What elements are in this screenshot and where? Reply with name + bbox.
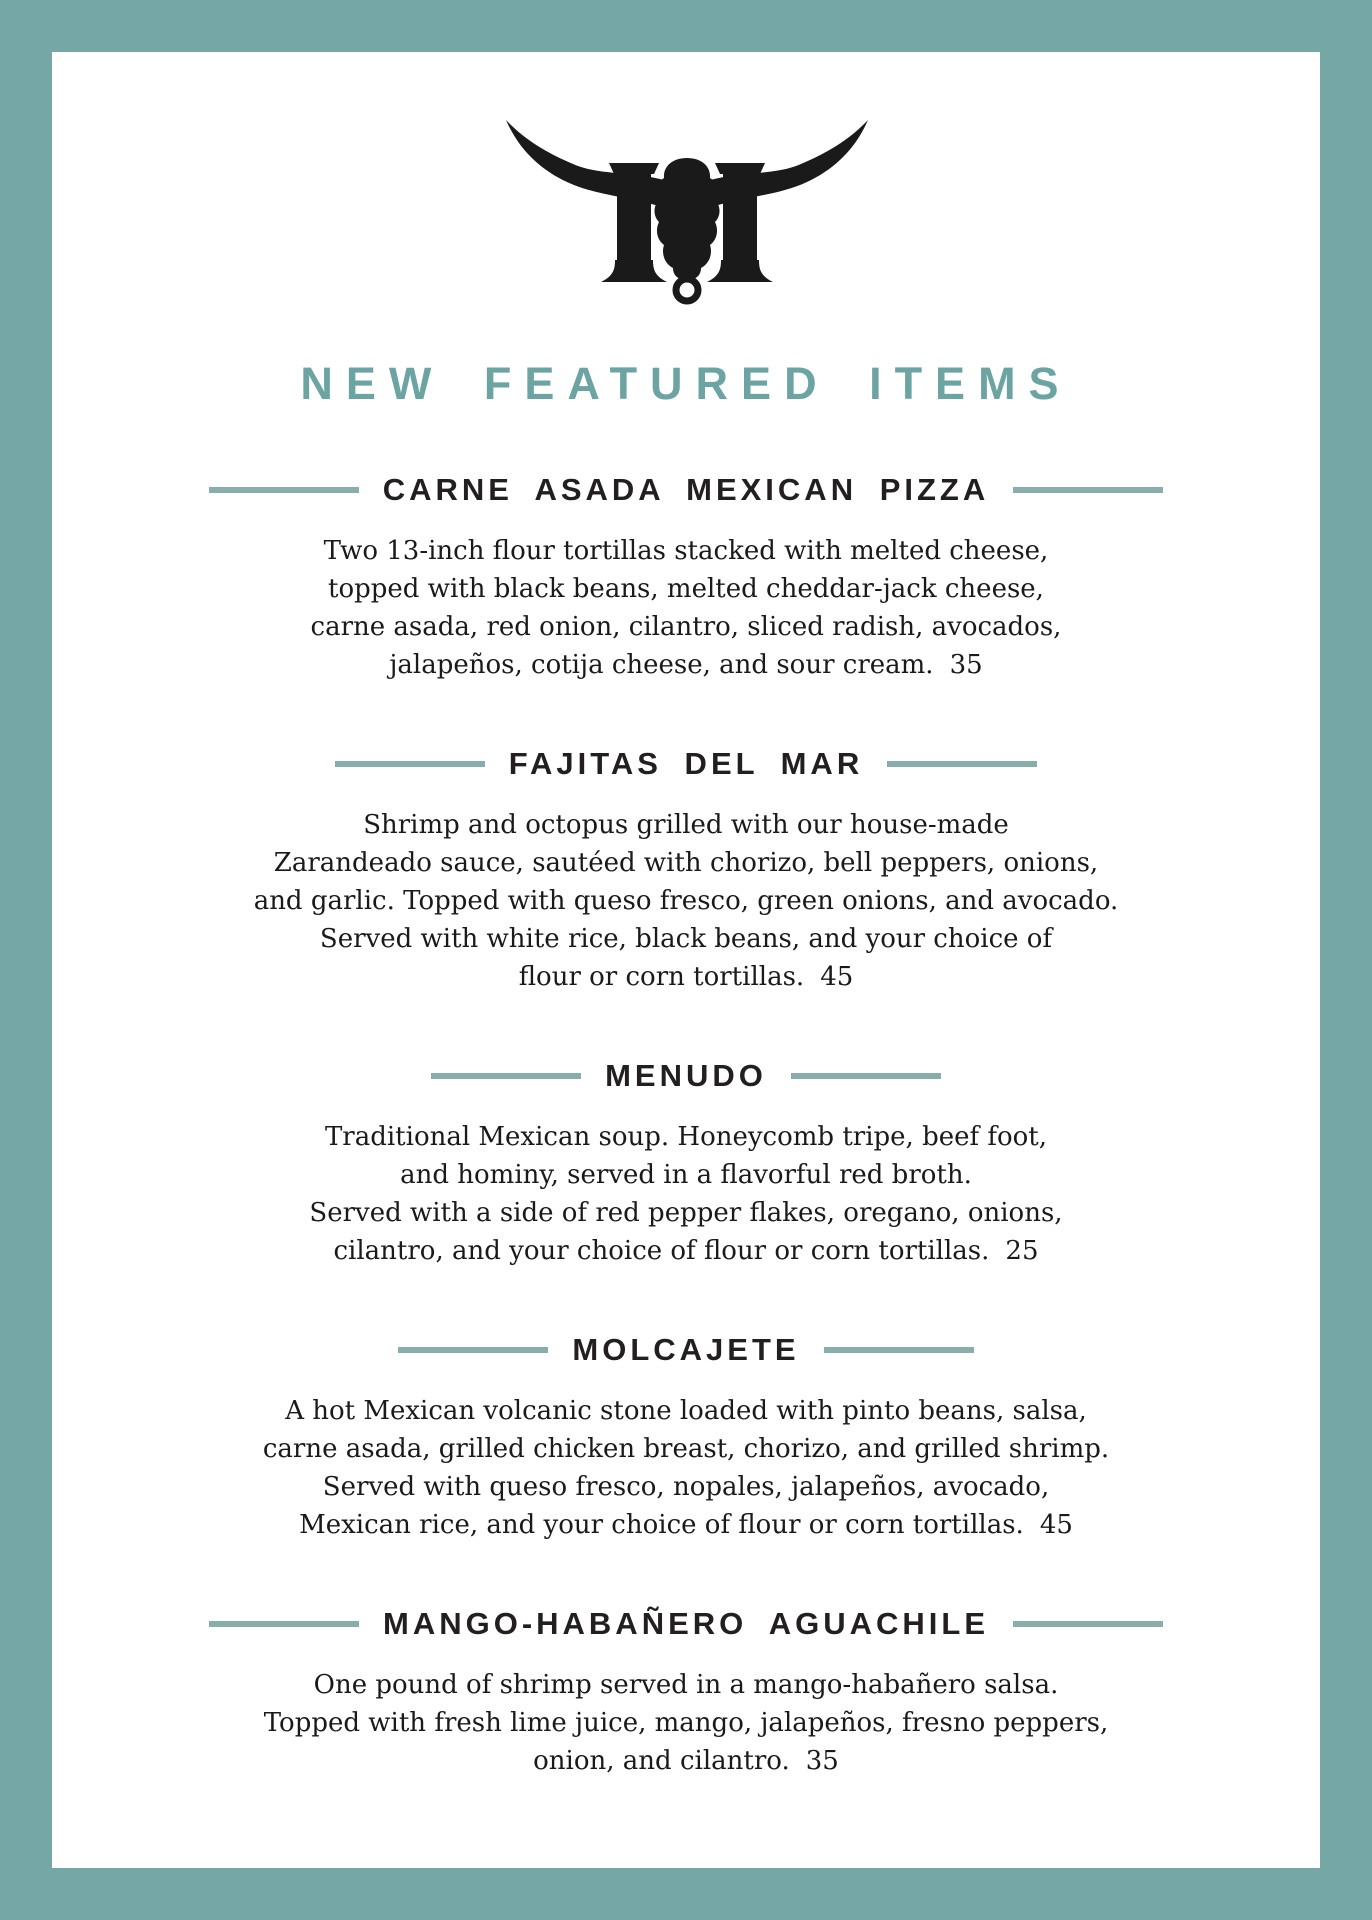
price: 35	[805, 1746, 839, 1776]
menu-item	[52, 1606, 1320, 1780]
desc-line: Served with white rice, black beans, and your choice of	[319, 924, 1053, 954]
divider-line	[209, 487, 359, 493]
divider-line	[398, 1347, 548, 1353]
desc-line-text: onion, and cilantro.	[533, 1746, 790, 1776]
menu-item-title: MOLCAJETE	[572, 1332, 800, 1367]
desc-line	[52, 646, 1320, 684]
divider-line	[791, 1073, 941, 1079]
divider-line	[1013, 487, 1163, 493]
desc-line	[52, 1232, 1320, 1270]
menu-item-title: MENUDO	[605, 1058, 767, 1093]
desc-line-text: jalapeños, cotija cheese, and sour cream.	[389, 650, 934, 680]
menu-item-description	[52, 1118, 1320, 1270]
menu-item-title: FAJITAS DEL MAR	[508, 746, 864, 781]
menu-item	[52, 746, 1320, 996]
desc-line: Served with queso fresco, nopales, jalapeños, avocado,	[322, 1472, 1050, 1502]
menu-item-header	[52, 1332, 1320, 1368]
divider-line	[887, 761, 1037, 767]
menu-item-header	[52, 472, 1320, 508]
desc-line-text: Mexican rice, and your choice of flour or corn tortillas.	[299, 1510, 1024, 1540]
divider-line	[1013, 1621, 1163, 1627]
desc-line: Topped with fresh lime juice, mango, jalapeños, fresno peppers,	[263, 1708, 1109, 1738]
menu-item-title: CARNE ASADA MEXICAN PIZZA	[382, 472, 990, 507]
desc-line: Two 13-inch flour tortillas stacked with melted cheese,	[323, 536, 1049, 566]
desc-line	[52, 1506, 1320, 1544]
menu-sheet	[52, 52, 1320, 1868]
menu-item	[52, 1058, 1320, 1270]
menu-item	[52, 1332, 1320, 1544]
desc-line: carne asada, red onion, cilantro, sliced radish, avocados,	[310, 612, 1062, 642]
desc-line: Served with a side of red pepper flakes, oregano, onions,	[309, 1198, 1063, 1228]
price: 45	[1039, 1510, 1073, 1540]
menu-item	[52, 472, 1320, 684]
longhorn-skull-h-icon	[501, 108, 871, 308]
desc-line: A hot Mexican volcanic stone loaded with pinto beans, salsa,	[285, 1396, 1087, 1426]
desc-line: Traditional Mexican soup. Honeycomb tripe, beef foot,	[324, 1122, 1048, 1152]
menu-item-header	[52, 1058, 1320, 1094]
menu-item-description	[52, 806, 1320, 996]
divider-line	[209, 1621, 359, 1627]
desc-line: topped with black beans, melted cheddar-jack cheese,	[328, 574, 1044, 604]
longhorn-logo	[52, 108, 1320, 308]
desc-line: Zarandeado sauce, sautéed with chorizo, bell peppers, onions,	[273, 848, 1099, 878]
menu-item-description	[52, 1392, 1320, 1544]
desc-line: One pound of shrimp served in a mango-habañero salsa.	[313, 1670, 1059, 1700]
menu-item-description	[52, 532, 1320, 684]
price: 45	[820, 962, 854, 992]
menu-item-title: MANGO-HABAÑERO AGUACHILE	[383, 1606, 989, 1641]
menu-item-header	[52, 1606, 1320, 1642]
divider-line	[335, 761, 485, 767]
desc-line: and garlic. Topped with queso fresco, green onions, and avocado.	[253, 886, 1119, 916]
desc-line: and hominy, served in a flavorful red broth.	[400, 1160, 972, 1190]
desc-line	[52, 958, 1320, 996]
desc-line-text: flour or corn tortillas.	[518, 962, 805, 992]
desc-line: carne asada, grilled chicken breast, chorizo, and grilled shrimp.	[262, 1434, 1110, 1464]
price: 35	[949, 650, 983, 680]
desc-line	[52, 1742, 1320, 1780]
desc-line: Shrimp and octopus grilled with our house-made	[363, 810, 1009, 840]
menu-item-description	[52, 1666, 1320, 1780]
price: 25	[1005, 1236, 1039, 1266]
divider-line	[431, 1073, 581, 1079]
menu-item-header	[52, 746, 1320, 782]
desc-line-text: cilantro, and your choice of flour or corn tortillas.	[333, 1236, 990, 1266]
divider-line	[824, 1347, 974, 1353]
page-title: NEW FEATURED ITEMS	[300, 358, 1072, 409]
